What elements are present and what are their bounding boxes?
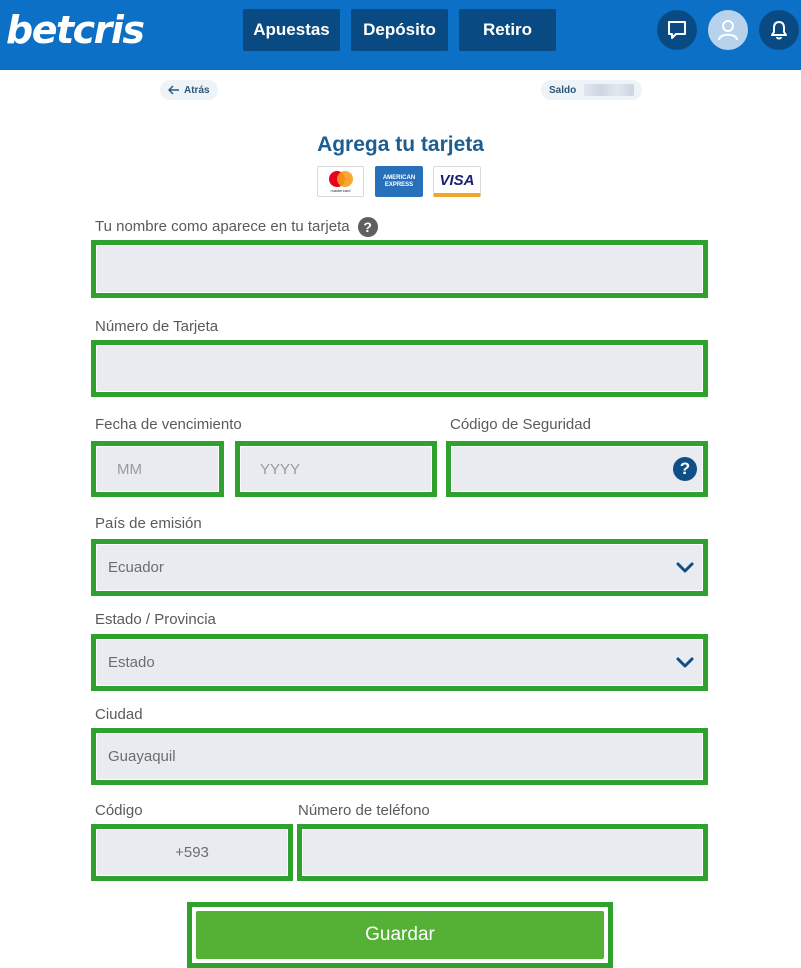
expiry-year-field[interactable] xyxy=(235,441,437,497)
country-select[interactable] xyxy=(91,539,708,596)
card-number-label: Número de Tarjeta xyxy=(95,318,219,335)
expiry-label: Fecha de vencimiento xyxy=(95,416,242,433)
expiry-month-input[interactable]: MM xyxy=(97,447,218,491)
apuestas-button[interactable]: Apuestas xyxy=(243,9,340,51)
amex-line2: EXPRESS xyxy=(384,181,414,188)
amex-logo xyxy=(375,166,423,197)
save-button[interactable]: Guardar xyxy=(196,911,604,959)
arrow-left-icon xyxy=(168,85,180,95)
city-field[interactable] xyxy=(91,728,708,785)
betcris-logo[interactable]: betcris xyxy=(6,8,144,52)
state-label: Estado / Provincia xyxy=(95,611,216,628)
name-label: Tu nombre como aparece en tu tarjeta xyxy=(95,217,350,235)
amex-line1: AMERICAN xyxy=(382,174,416,181)
save-button-highlight xyxy=(187,902,613,968)
state-value[interactable]: Estado xyxy=(97,640,702,685)
country-value[interactable]: Ecuador xyxy=(97,545,702,590)
user-icon xyxy=(716,18,740,42)
cvv-input[interactable] xyxy=(452,447,702,491)
phone-label: Número de teléfono xyxy=(298,802,430,819)
cvv-field[interactable] xyxy=(446,441,708,497)
chat-button[interactable] xyxy=(657,10,697,50)
top-bar xyxy=(0,0,801,70)
country-label: País de emisión xyxy=(95,515,202,532)
back-button[interactable] xyxy=(160,80,218,100)
page-title: Agrega tu tarjeta xyxy=(317,133,484,156)
bell-icon xyxy=(768,19,790,41)
city-label: Ciudad xyxy=(95,706,143,723)
name-field[interactable] xyxy=(91,240,708,298)
user-button[interactable] xyxy=(708,10,748,50)
chat-icon xyxy=(666,19,688,41)
cvv-label: Código de Seguridad xyxy=(450,416,591,433)
back-label: Atrás xyxy=(184,84,210,96)
balance-value-redacted xyxy=(584,84,634,96)
state-select[interactable] xyxy=(91,634,708,691)
cvv-help-icon[interactable]: ? xyxy=(673,457,697,481)
expiry-month-field[interactable] xyxy=(91,441,224,497)
expiry-year-input[interactable]: YYYY xyxy=(241,447,431,491)
card-number-field[interactable] xyxy=(91,340,708,397)
mastercard-icon xyxy=(326,170,356,188)
notifications-button[interactable] xyxy=(759,10,799,50)
country-code-field[interactable] xyxy=(91,824,293,881)
country-code-value[interactable]: +593 xyxy=(97,830,287,875)
name-help-icon[interactable]: ? xyxy=(358,217,378,237)
deposito-button[interactable]: Depósito xyxy=(351,9,448,51)
city-input[interactable]: Guayaquil xyxy=(97,734,702,779)
mastercard-wordmark: mastercard xyxy=(330,188,351,193)
mastercard-logo xyxy=(317,166,364,197)
visa-logo: VISA xyxy=(433,166,481,197)
phone-field[interactable] xyxy=(297,824,708,881)
balance-pill xyxy=(541,80,642,100)
code-label: Código xyxy=(95,802,143,819)
chevron-down-icon xyxy=(675,655,695,671)
name-label-row xyxy=(95,217,378,237)
chevron-down-icon xyxy=(675,560,695,576)
balance-label: Saldo xyxy=(549,84,577,96)
phone-input[interactable] xyxy=(303,830,702,875)
card-number-input[interactable] xyxy=(97,346,702,391)
name-input[interactable] xyxy=(97,246,702,292)
retiro-button[interactable]: Retiro xyxy=(459,9,556,51)
